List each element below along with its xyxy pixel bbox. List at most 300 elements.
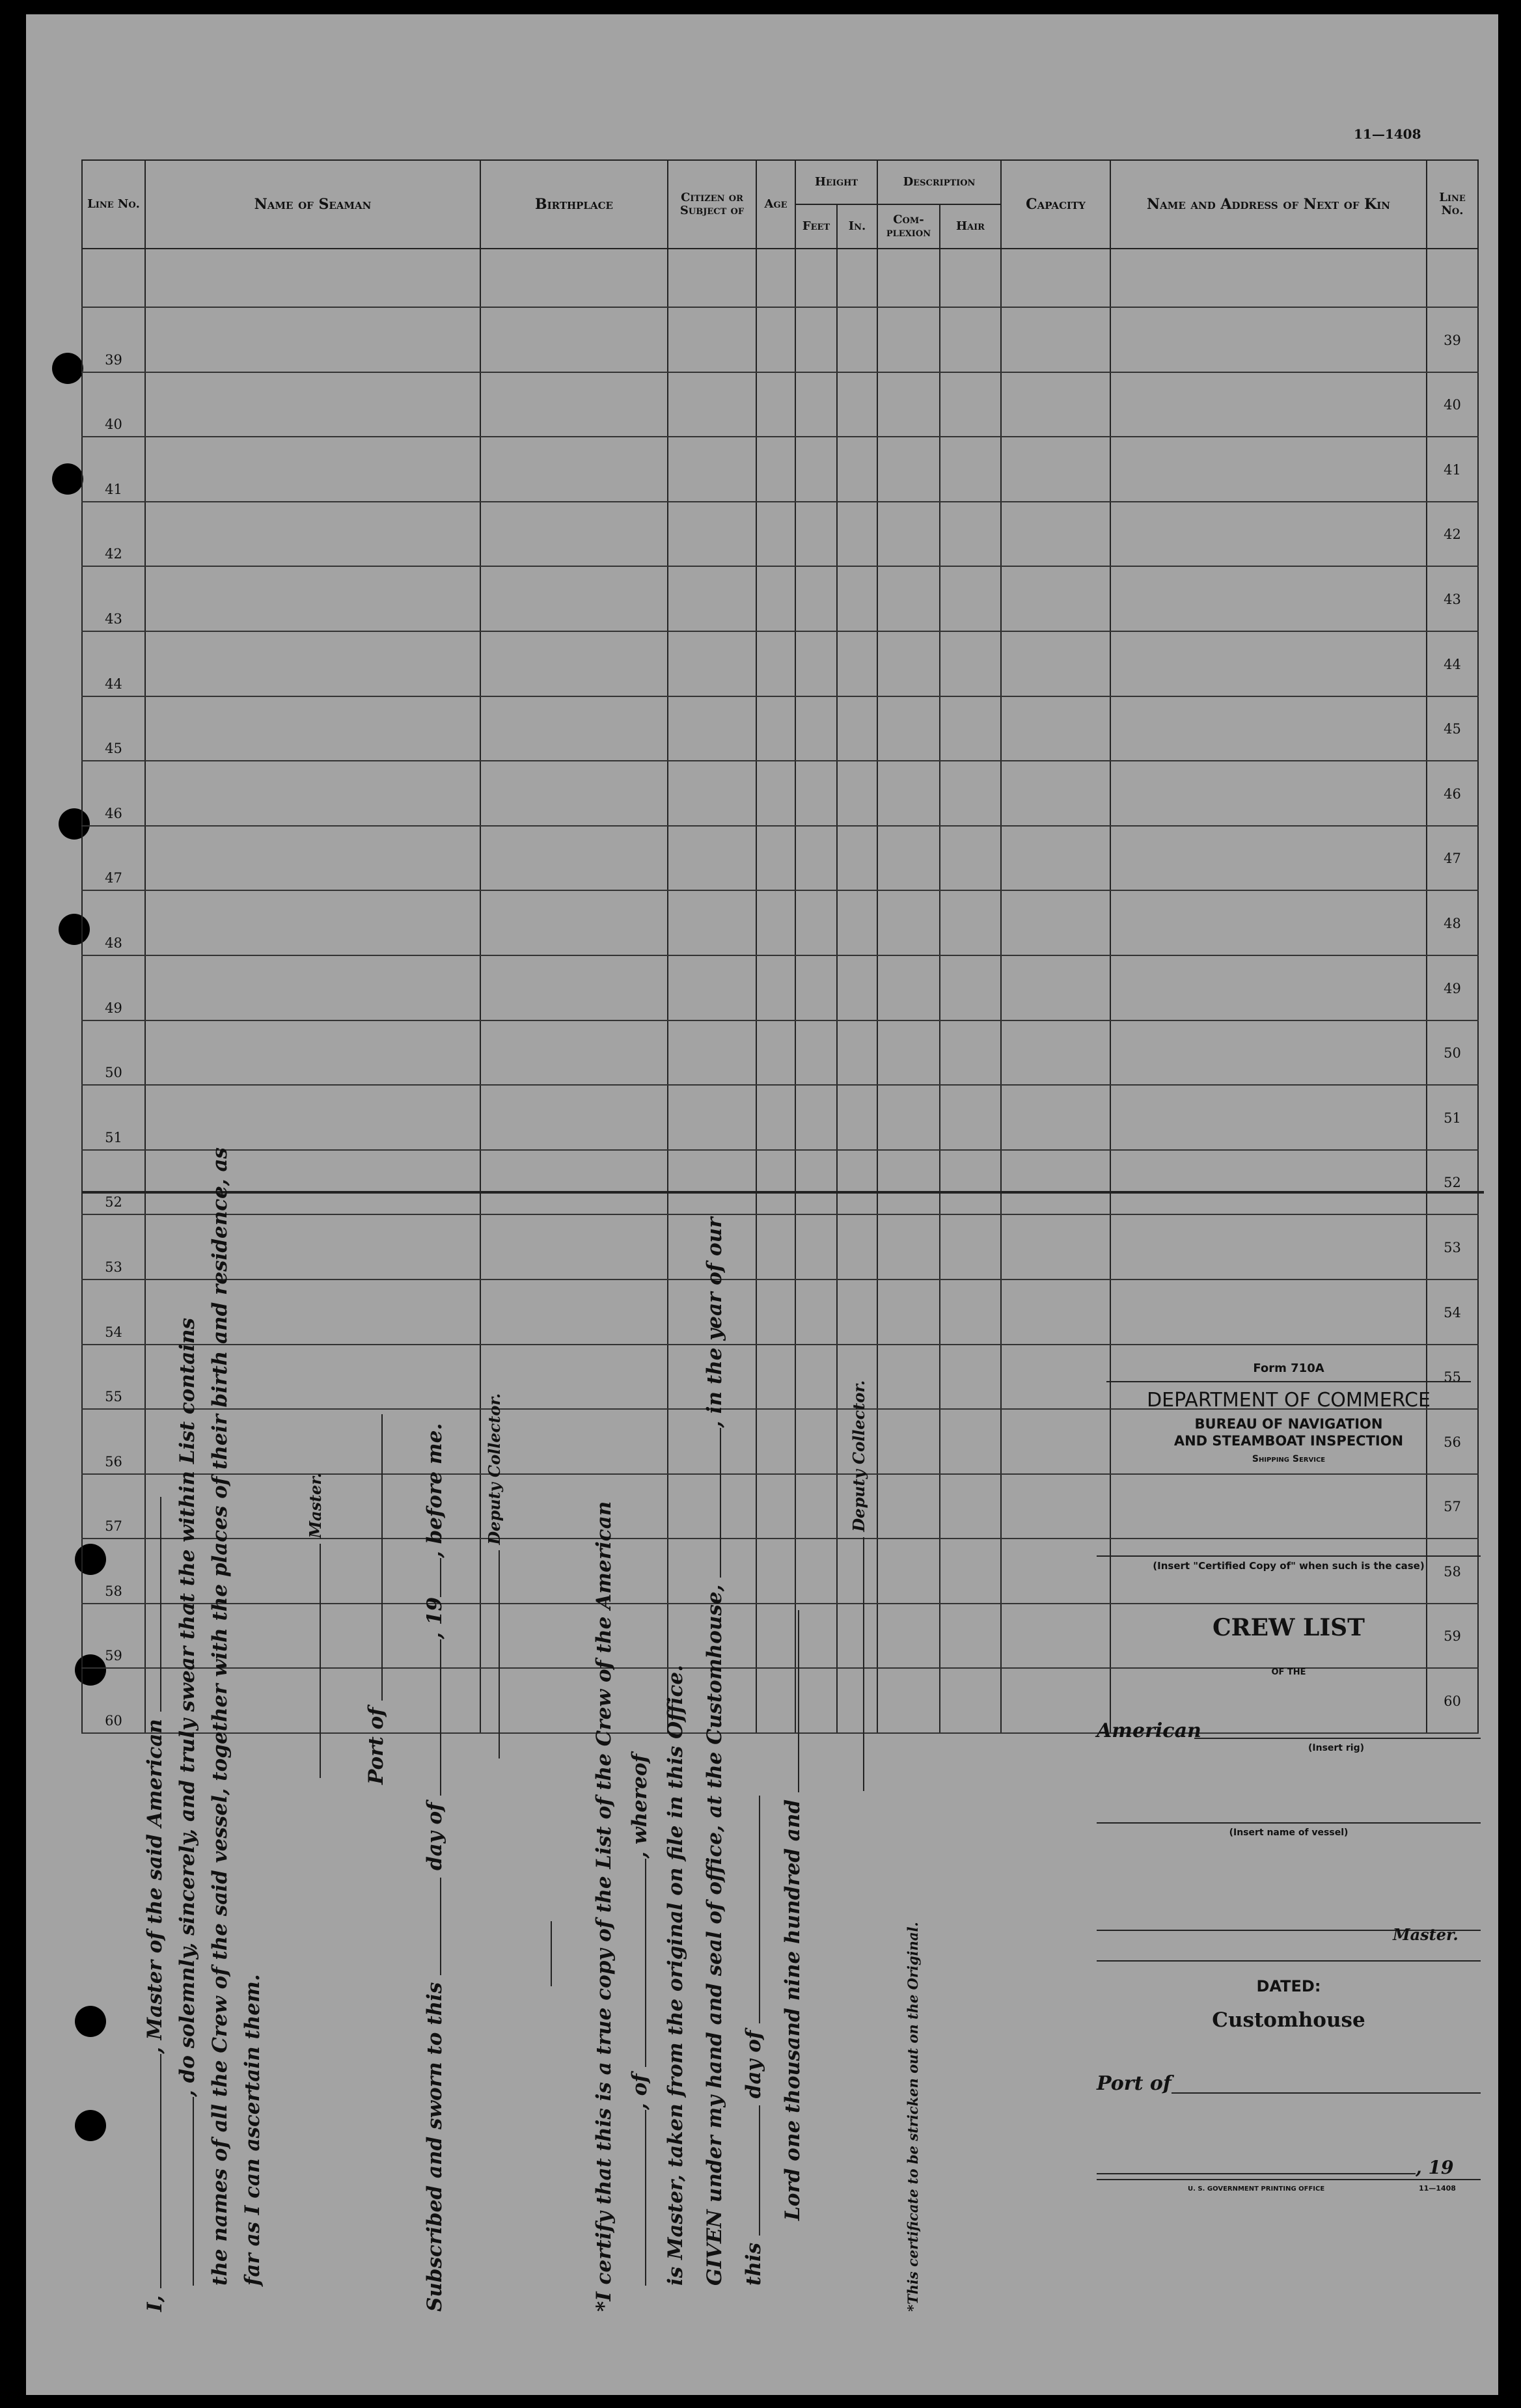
line-number: 47 [82,826,145,891]
table-cell [756,761,795,826]
table-cell [837,826,877,891]
header-hair: Hair [940,204,1001,249]
table-cell [877,1150,940,1215]
year-blank [423,1558,441,1597]
port-blank [364,1414,383,1701]
table-cell [837,1214,877,1279]
header-capacity: Capacity [1001,160,1110,249]
line-number: 41 [82,437,145,502]
table-cell [1110,437,1427,502]
form-number-top: 11—1408 [1354,126,1421,142]
panel-master: Master. [1393,1925,1459,1944]
table-cell [756,1020,795,1086]
table-cell [940,1085,1001,1150]
table-cell [1001,955,1110,1020]
panel-insert-vessel: (Insert name of vessel) [1229,1827,1349,1838]
table-cell [480,437,668,502]
panel-insert-rig: (Insert rig) [1308,1743,1364,1753]
table-cell [877,761,940,826]
panel-department: DEPARTMENT OF COMMERCE [1147,1389,1431,1412]
table-cell [877,437,940,502]
table-cell [1001,1214,1110,1279]
table-cell [1110,1279,1427,1345]
panel-form-number: Form 710A [1253,1361,1324,1375]
certify-whereof: , whereof [628,1753,651,1859]
subscribed-day-of: day of [423,1802,446,1871]
table-cell [480,955,668,1020]
table-cell [480,1214,668,1279]
table-cell [837,890,877,955]
table-cell [1001,631,1110,696]
table-cell [940,566,1001,631]
table-cell [480,826,668,891]
table-row [82,437,1478,502]
table-cell [1110,631,1427,696]
affidavit-line-3: the names of all the Crew of the said vessel, together with the places of their birth and residence, as [208,1147,232,2286]
panel-port-line [1172,2092,1481,2094]
line-number: 58 [82,1539,145,1604]
table-cell [668,566,756,631]
panel-of-the: OF THE [1271,1667,1306,1677]
table-cell [795,631,837,696]
table-cell [1001,1085,1110,1150]
table-cell [1110,890,1427,955]
affidavit-master-of: , Master of the said American [143,1719,167,2054]
header-name-of-seaman: Name of Seaman [145,160,480,249]
panel-nineteen: , 19 [1416,2157,1454,2178]
table-cell [837,437,877,502]
panel-vessel-line [1097,1822,1481,1824]
table-row [82,372,1478,437]
table-cell [756,955,795,1020]
panel-crew-list-title: CREW LIST [1213,1614,1365,1641]
table-cell [1110,372,1427,437]
table-cell [1110,1020,1427,1086]
table-cell [837,1150,877,1215]
table-cell [480,307,668,372]
table-cell [668,1020,756,1086]
line-number-right: 43 [1427,566,1478,631]
line-number-right: 45 [1427,696,1478,761]
table-cell [795,1085,837,1150]
header-age: Age [756,160,795,249]
line-number: 42 [82,502,145,567]
table-cell [877,826,940,891]
table-cell [795,372,837,437]
table-cell [795,249,837,307]
table-cell [940,1279,1001,1345]
table-cell [1110,566,1427,631]
affidavit-line-4: far as I can ascertain them. [241,1974,264,2286]
panel-rig-line [1194,1738,1481,1739]
line-number-right: 54 [1427,1279,1478,1345]
table-cell [795,890,837,955]
table-cell [668,826,756,891]
line-number: 57 [82,1474,145,1539]
line-number-right: 51 [1427,1085,1478,1150]
table-row [82,826,1478,891]
table-cell [940,307,1001,372]
table-cell [1110,1150,1427,1215]
table-cell [940,696,1001,761]
table-cell [940,502,1001,567]
table-cell [145,1214,480,1279]
table-row [82,502,1478,567]
table-cell [877,890,940,955]
subscribed-19: , 19 [423,1596,446,1639]
table-cell [145,1020,480,1086]
table-row [82,955,1478,1020]
certify-line-1: *I certify that this is a true copy of the List of the Crew of the American [592,1501,616,2312]
table-cell [756,566,795,631]
punch-hole [52,463,83,495]
table-cell [877,696,940,761]
table-cell [1001,502,1110,567]
this-day-of: day of [742,2030,765,2099]
table-cell [756,1085,795,1150]
table-cell [145,566,480,631]
table-cell [756,1214,795,1279]
subscribed-text: Subscribed and sworn to this [423,1982,446,2312]
table-cell [877,1020,940,1086]
table-cell [480,372,668,437]
table-row [82,631,1478,696]
table-cell [756,307,795,372]
header-feet: Feet [795,204,837,249]
table-cell [795,307,837,372]
table-cell [145,372,480,437]
table-cell [668,631,756,696]
panel-form-no: 11—1408 [1419,2184,1456,2193]
table-cell [480,696,668,761]
table-cell [480,890,668,955]
table-cell [877,249,940,307]
table-cell [1110,761,1427,826]
panel-rule-2 [1097,1960,1481,1962]
table-cell [940,1020,1001,1086]
table-cell [1001,1150,1110,1215]
table-cell [1110,696,1427,761]
table-cell [1001,307,1110,372]
certificate-footnote: *This certificate to be stricken out on the Original. [905,1922,921,2312]
table-row [82,1020,1478,1086]
table-cell [837,1085,877,1150]
month-blank [423,1639,441,1796]
deputy-collector-2: Deputy Collector. [849,1380,868,1532]
line-number-right: 44 [1427,631,1478,696]
line-number-right: 59 [1427,1604,1478,1669]
header-line-no: Line No. [82,160,145,249]
table-cell [1001,566,1110,631]
line-number-right: 57 [1427,1474,1478,1539]
short-rule [534,1921,552,1986]
table-cell [668,1150,756,1215]
table-cell [1110,249,1427,307]
table-cell [1427,249,1478,307]
line-number: 54 [82,1279,145,1345]
table-cell [668,249,756,307]
table-cell [877,1085,940,1150]
table-cell [940,249,1001,307]
table-cell [668,372,756,437]
table-cell [480,1150,668,1215]
line-number-right: 40 [1427,372,1478,437]
table-cell [795,502,837,567]
subscribed-before-me: , before me. [423,1423,446,1558]
panel-dated: DATED: [1256,1977,1321,1995]
panel-bottom-rule [1097,2179,1481,2180]
line-number-right: 56 [1427,1409,1478,1474]
table-cell [480,761,668,826]
affidavit-line-2: , do solemnly, sincerely, and truly swear that the within List contains [176,1317,199,2097]
line-number-right: 60 [1427,1668,1478,1733]
punch-hole [75,2110,106,2141]
table-cell [668,307,756,372]
line-number: 46 [82,761,145,826]
panel-customhouse: Customhouse [1212,2008,1365,2032]
customhouse-blank [703,1428,721,1578]
line-number: 45 [82,696,145,761]
header-citizen: Citizen or Subject of [668,160,756,249]
line-number: 59 [82,1604,145,1669]
table-cell [1110,826,1427,891]
table-cell [145,249,480,307]
this-text: this [742,2242,765,2286]
line-number-right: 41 [1427,437,1478,502]
given-year: , in the year of our [703,1217,726,1428]
table-cell [837,307,877,372]
table-cell [668,437,756,502]
table-cell [1001,696,1110,761]
table-cell [837,249,877,307]
table-cell [1001,1279,1110,1345]
table-cell [837,955,877,1020]
deputy-signature-blank [482,1550,500,1758]
rig-blank [628,2110,646,2286]
table-cell [795,1214,837,1279]
line-number: 43 [82,566,145,631]
table-cell [837,502,877,567]
line-number: 50 [82,1020,145,1086]
vessel-blank [143,1497,161,1712]
table-cell [756,1150,795,1215]
table-cell [877,502,940,567]
table-cell [1001,826,1110,891]
table-cell [480,566,668,631]
this-day-blank [742,2105,760,2236]
affidavit-master-label: Master. [306,1472,325,1539]
table-cell [795,1020,837,1086]
table-cell [756,696,795,761]
table-row [82,1214,1478,1279]
table-cell [756,437,795,502]
panel-date-line [1097,2173,1416,2174]
given-text: GIVEN under my hand and seal of office, at the Customhouse, [703,1584,726,2286]
table-cell [837,1020,877,1086]
line-number-right: 42 [1427,502,1478,567]
table-cell [837,372,877,437]
table-cell [756,372,795,437]
line-number: 48 [82,890,145,955]
line-number: 40 [82,372,145,437]
table-cell [480,1085,668,1150]
table-cell [837,696,877,761]
header-inches: In. [837,204,877,249]
table-cell [756,502,795,567]
table-cell [145,826,480,891]
table-cell [837,1279,877,1345]
certify-of: , of [628,2073,651,2110]
line-number-right: 58 [1427,1539,1478,1604]
line-number-right: 47 [1427,826,1478,891]
table-cell [795,1279,837,1345]
table-cell [1001,1020,1110,1086]
table-cell [82,249,145,307]
table-cell [795,437,837,502]
line-number-right: 49 [1427,955,1478,1020]
this-month-blank [742,1796,760,2023]
table-cell [940,761,1001,826]
table-cell [877,307,940,372]
table-row [82,1279,1478,1345]
table-cell [940,955,1001,1020]
table-cell [877,631,940,696]
table-cell [1001,372,1110,437]
line-number: 60 [82,1668,145,1733]
table-cell [877,1214,940,1279]
table-cell [145,437,480,502]
table-cell [145,631,480,696]
line-number: 52 [82,1150,145,1215]
table-cell [145,307,480,372]
panel-certified-line [1097,1555,1481,1557]
table-cell [940,437,1001,502]
table-cell [1110,307,1427,372]
table-cell [145,955,480,1020]
table-cell [668,955,756,1020]
table-cell [145,502,480,567]
line-number-right: 39 [1427,307,1478,372]
line-number: 51 [82,1085,145,1150]
table-cell [795,955,837,1020]
punch-hole [52,353,83,384]
table-bottom-rule [81,1191,1484,1194]
affidavit-port-of: Port of [364,1707,388,1785]
line-number: 55 [82,1345,145,1410]
table-cell [756,249,795,307]
line-number: 49 [82,955,145,1020]
table-cell [837,566,877,631]
table-cell [940,826,1001,891]
panel-insert-certified: (Insert "Certified Copy of" when such is the case) [1153,1560,1425,1572]
line-number: 56 [82,1409,145,1474]
header-line-no-right: Line No. [1427,160,1478,249]
affidavit-block [143,1147,1022,2312]
table-cell [668,890,756,955]
table-cell [480,631,668,696]
table-cell [795,1150,837,1215]
header-height: Height [795,160,877,204]
port-of-blank [628,1859,646,2067]
table-row [82,1150,1478,1215]
panel-rule [1106,1381,1471,1382]
table-cell [940,372,1001,437]
certify-line-3: is Master, taken from the original on file in this Office. [664,1665,687,2286]
line-number-right: 48 [1427,890,1478,955]
table-cell [756,826,795,891]
table-cell [480,502,668,567]
deputy-collector-1: Deputy Collector. [485,1393,504,1545]
table-cell [480,249,668,307]
table-cell [756,890,795,955]
day-blank [423,1878,441,1975]
table-row [82,761,1478,826]
punch-hole [75,2006,106,2037]
master-name-blank [143,2054,161,2288]
panel-port-of: Port of [1097,2072,1172,2095]
table-cell [1110,1085,1427,1150]
table-cell [145,890,480,955]
affidavit-i: I, [143,2295,167,2312]
header-birthplace: Birthplace [480,160,668,249]
table-cell [795,696,837,761]
table-cell [1110,1474,1427,1539]
header-next-of-kin: Name and Address of Next of Kin [1110,160,1427,249]
master-signature-blank [303,1544,321,1778]
table-cell [145,761,480,826]
table-cell [668,696,756,761]
table-cell [795,761,837,826]
header-complexion: Com-plexion [877,204,940,249]
panel-shipping-service: Shipping Service [1252,1454,1326,1464]
table-cell [668,1085,756,1150]
table-cell [1001,890,1110,955]
table-cell [877,1279,940,1345]
table-row [82,1085,1478,1150]
document-sheet [26,14,1498,2395]
table-cell [1001,761,1110,826]
table-cell [837,631,877,696]
table-cell [795,826,837,891]
table-row [82,566,1478,631]
table-cell [1110,502,1427,567]
table-cell [877,372,940,437]
table-cell [837,761,877,826]
table-cell [940,890,1001,955]
line-number: 53 [82,1214,145,1279]
lord-text: Lord one thousand nine hundred and [781,1799,804,2221]
table-cell [1001,249,1110,307]
table-cell [940,1150,1001,1215]
line-number: 44 [82,631,145,696]
deputy-signature-blank-2 [846,1537,864,1791]
table-cell [668,761,756,826]
table-cell [480,1020,668,1086]
line-number-right: 53 [1427,1214,1478,1279]
table-cell [1110,955,1427,1020]
table-cell [756,631,795,696]
lord-year-blank [781,1610,799,1792]
table-cell [145,1085,480,1150]
line-number-right: 52 [1427,1150,1478,1215]
panel-gpo: U. S. GOVERNMENT PRINTING OFFICE [1188,2185,1325,2193]
spacer-row [82,249,1478,307]
table-row [82,307,1478,372]
line-number-right: 46 [1427,761,1478,826]
panel-american: American [1097,1719,1201,1742]
table-cell [1110,1214,1427,1279]
table-cell [1001,437,1110,502]
